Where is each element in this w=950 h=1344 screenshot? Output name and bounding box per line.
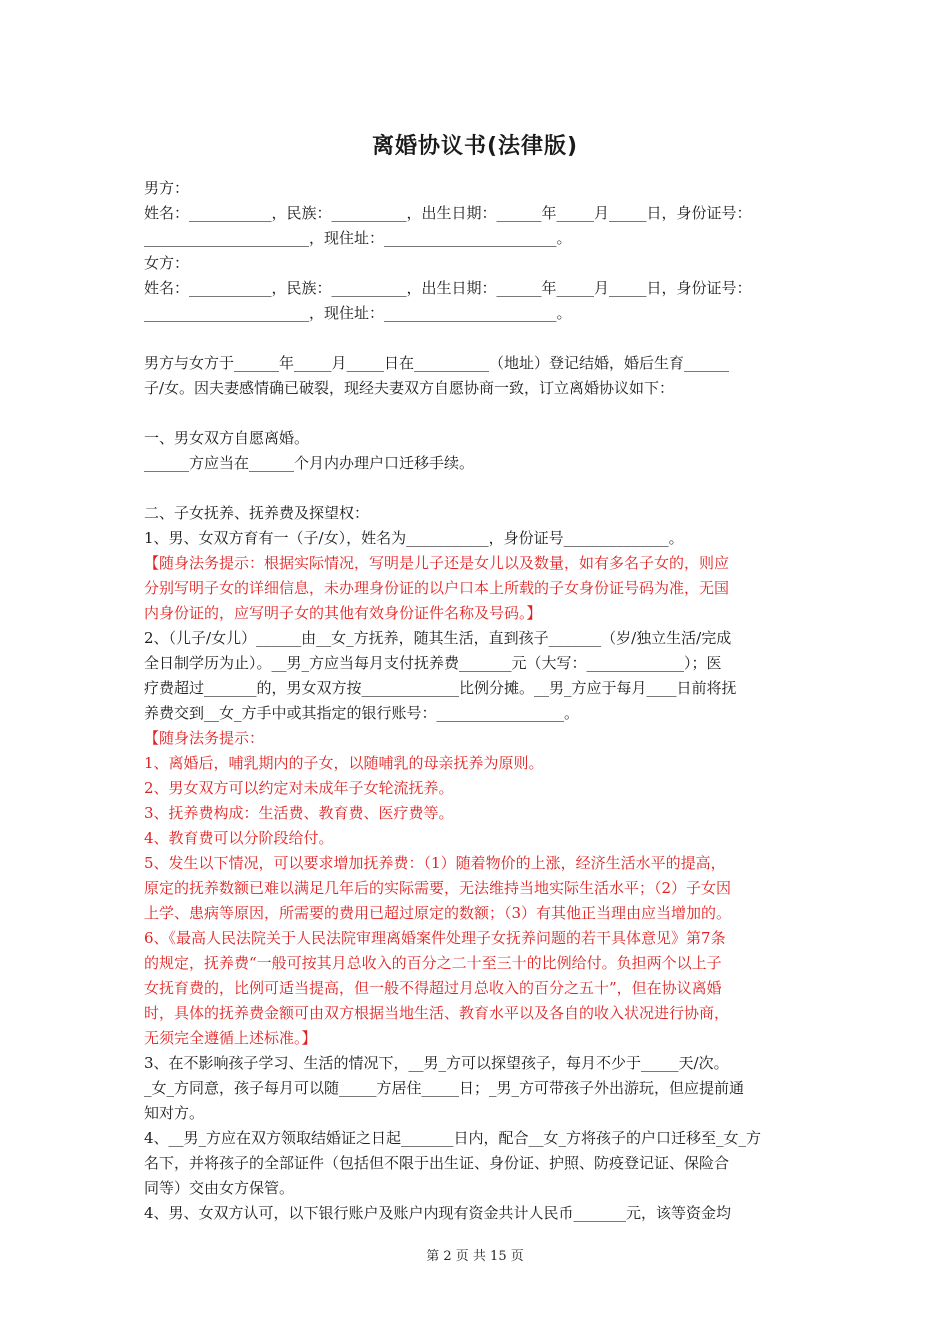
- clause-2-2-line-1: 2、（儿子/女儿）______由__女_方抚养，随其生活，直到孩子_______（岁/独立生活/完成: [144, 629, 732, 647]
- spacer: [144, 401, 810, 426]
- document-title: 离婚协议书(法律版): [371, 134, 579, 159]
- section-two-heading: 二、子女抚养、抚养费及探望权：: [144, 504, 370, 522]
- legal-tip-2-item-5-line-3: 上学、患病等原因，所需要的费用已超过原定的数额；（3）有其他正当理由应当增加的。: [144, 904, 732, 922]
- legal-tip-2-item-4: 4、教育费可以分阶段给付。: [144, 829, 334, 847]
- clause-2-2-line-2: 全日制学历为止）。__男_方应当每月支付抚养费_______元（大写：_____________）；医: [144, 654, 722, 672]
- woman-info-line-1: 姓名：___________，民族：__________，出生日期：______年_____月_____日，身份证号：: [144, 279, 752, 297]
- clause-2-4-line-2: 名下，并将孩子的全部证件（包括但不限于出生证、身份证、护照、防疫登记证、保险合: [144, 1154, 730, 1172]
- woman-info-line-2: ______________________，现住址：_______________________。: [144, 304, 572, 322]
- legal-tip-2-item-2: 2、男女双方可以约定对未成年子女轮流抚养。: [144, 779, 454, 797]
- clause-2-2-line-4: 养费交到__女_方手中或其指定的银行账号：_________________。: [144, 704, 580, 722]
- section-one-line: ______方应当在______个月内办理户口迁移手续。: [144, 454, 475, 472]
- clause-2-3-line-1: 3、在不影响孩子学习、生活的情况下，__男_方可以探望孩子，每月不少于_____天/次。: [144, 1054, 729, 1072]
- man-heading: 男方：: [144, 179, 190, 197]
- legal-tip-1-line-3: 内身份证的，应写明子女的其他有效身份证件名称及号码。】: [144, 604, 542, 622]
- marriage-line-2: 子/女。因夫妻感情确已破裂，现经夫妻双方自愿协商一致，订立离婚协议如下：: [144, 379, 675, 397]
- legal-tip-2-item-6-line-5: 无须完全遵循上述标准。】: [144, 1029, 317, 1047]
- clause-2-2-line-3: 疗费超过_______的，男女双方按_____________比例分摊。__男_方应于每月____日前将抚: [144, 679, 737, 697]
- legal-tip-2-item-5-line-1: 5、发生以下情况，可以要求增加抚养费：（1）随着物价的上涨，经济生活水平的提高，: [144, 854, 726, 872]
- clause-2-5-line-1: 4、男、女双方认可，以下银行账户及账户内现有资金共计人民币_______元，该等资金均: [144, 1204, 732, 1222]
- section-one-heading: 一、男女双方自愿离婚。: [144, 429, 310, 447]
- legal-tip-2-item-6-line-3: 女抚育费的，比例可适当提高，但一般不得超过月总收入的百分之五十”，但在协议离婚: [144, 979, 722, 997]
- marriage-line-1: 男方与女方于______年_____月_____日在__________（地址）登记结婚，婚后生育______: [144, 354, 730, 372]
- legal-tip-2-heading: 【随身法务提示：: [144, 729, 265, 747]
- legal-tip-1-line-2: 分别写明子女的详细信息，未办理身份证的以户口本上所载的子女身份证号码为准，无国: [144, 579, 730, 597]
- legal-tip-2-item-6-line-2: 的规定，抚养费“一般可按其月总收入的百分之二十至三十的比例给付。负担两个以上子: [144, 954, 722, 972]
- document-body: [144, 176, 810, 1226]
- clause-2-4-line-1: 4、__男_方应在双方领取结婚证之日起_______日内，配合__女_方将孩子的户口迁移至_女_方: [144, 1129, 762, 1147]
- legal-tip-1-line-1: 【随身法务提示：根据实际情况，写明是儿子还是女儿以及数量，如有多名子女的，则应: [144, 554, 730, 572]
- legal-tip-2-item-5-line-2: 原定的抚养数额已难以满足几年后的实际需要，无法维持当地实际生活水平；（2）子女因: [144, 879, 732, 897]
- spacer: [144, 326, 810, 351]
- clause-2-4-line-3: 同等）交由女方保管。: [144, 1179, 295, 1197]
- clause-2-3-line-2: _女_方同意，孩子每月可以随_____方居住_____日；_男_方可带孩子外出游玩，但应提前通: [144, 1079, 745, 1097]
- legal-tip-2-item-6-line-1: 6、《最高人民法院关于人民法院审理离婚案件处理子女抚养问题的若干具体意见》第7条: [144, 929, 726, 947]
- clause-2-1: 1、男、女双方育有一（子/女），姓名为___________，身份证号______________。: [144, 529, 684, 547]
- legal-tip-2-item-1: 1、离婚后，哺乳期内的子女，以随哺乳的母亲抚养为原则。: [144, 754, 544, 772]
- page-number-footer: 第 2 页 共 15 页: [426, 1249, 524, 1264]
- clause-2-3-line-3: 知对方。: [144, 1104, 205, 1122]
- man-info-line-1: 姓名：___________，民族：__________，出生日期：______年_____月_____日，身份证号：: [144, 204, 752, 222]
- woman-heading: 女方：: [144, 254, 190, 272]
- spacer: [144, 476, 810, 501]
- man-info-line-2: ______________________，现住址：_______________________。: [144, 229, 572, 247]
- legal-tip-2-item-6-line-4: 时，具体的抚养费金额可由双方根据当地生活、教育水平以及各自的收入状况进行协商，: [144, 1004, 730, 1022]
- legal-tip-2-item-3: 3、抚养费构成：生活费、教育费、医疗费等。: [144, 804, 454, 822]
